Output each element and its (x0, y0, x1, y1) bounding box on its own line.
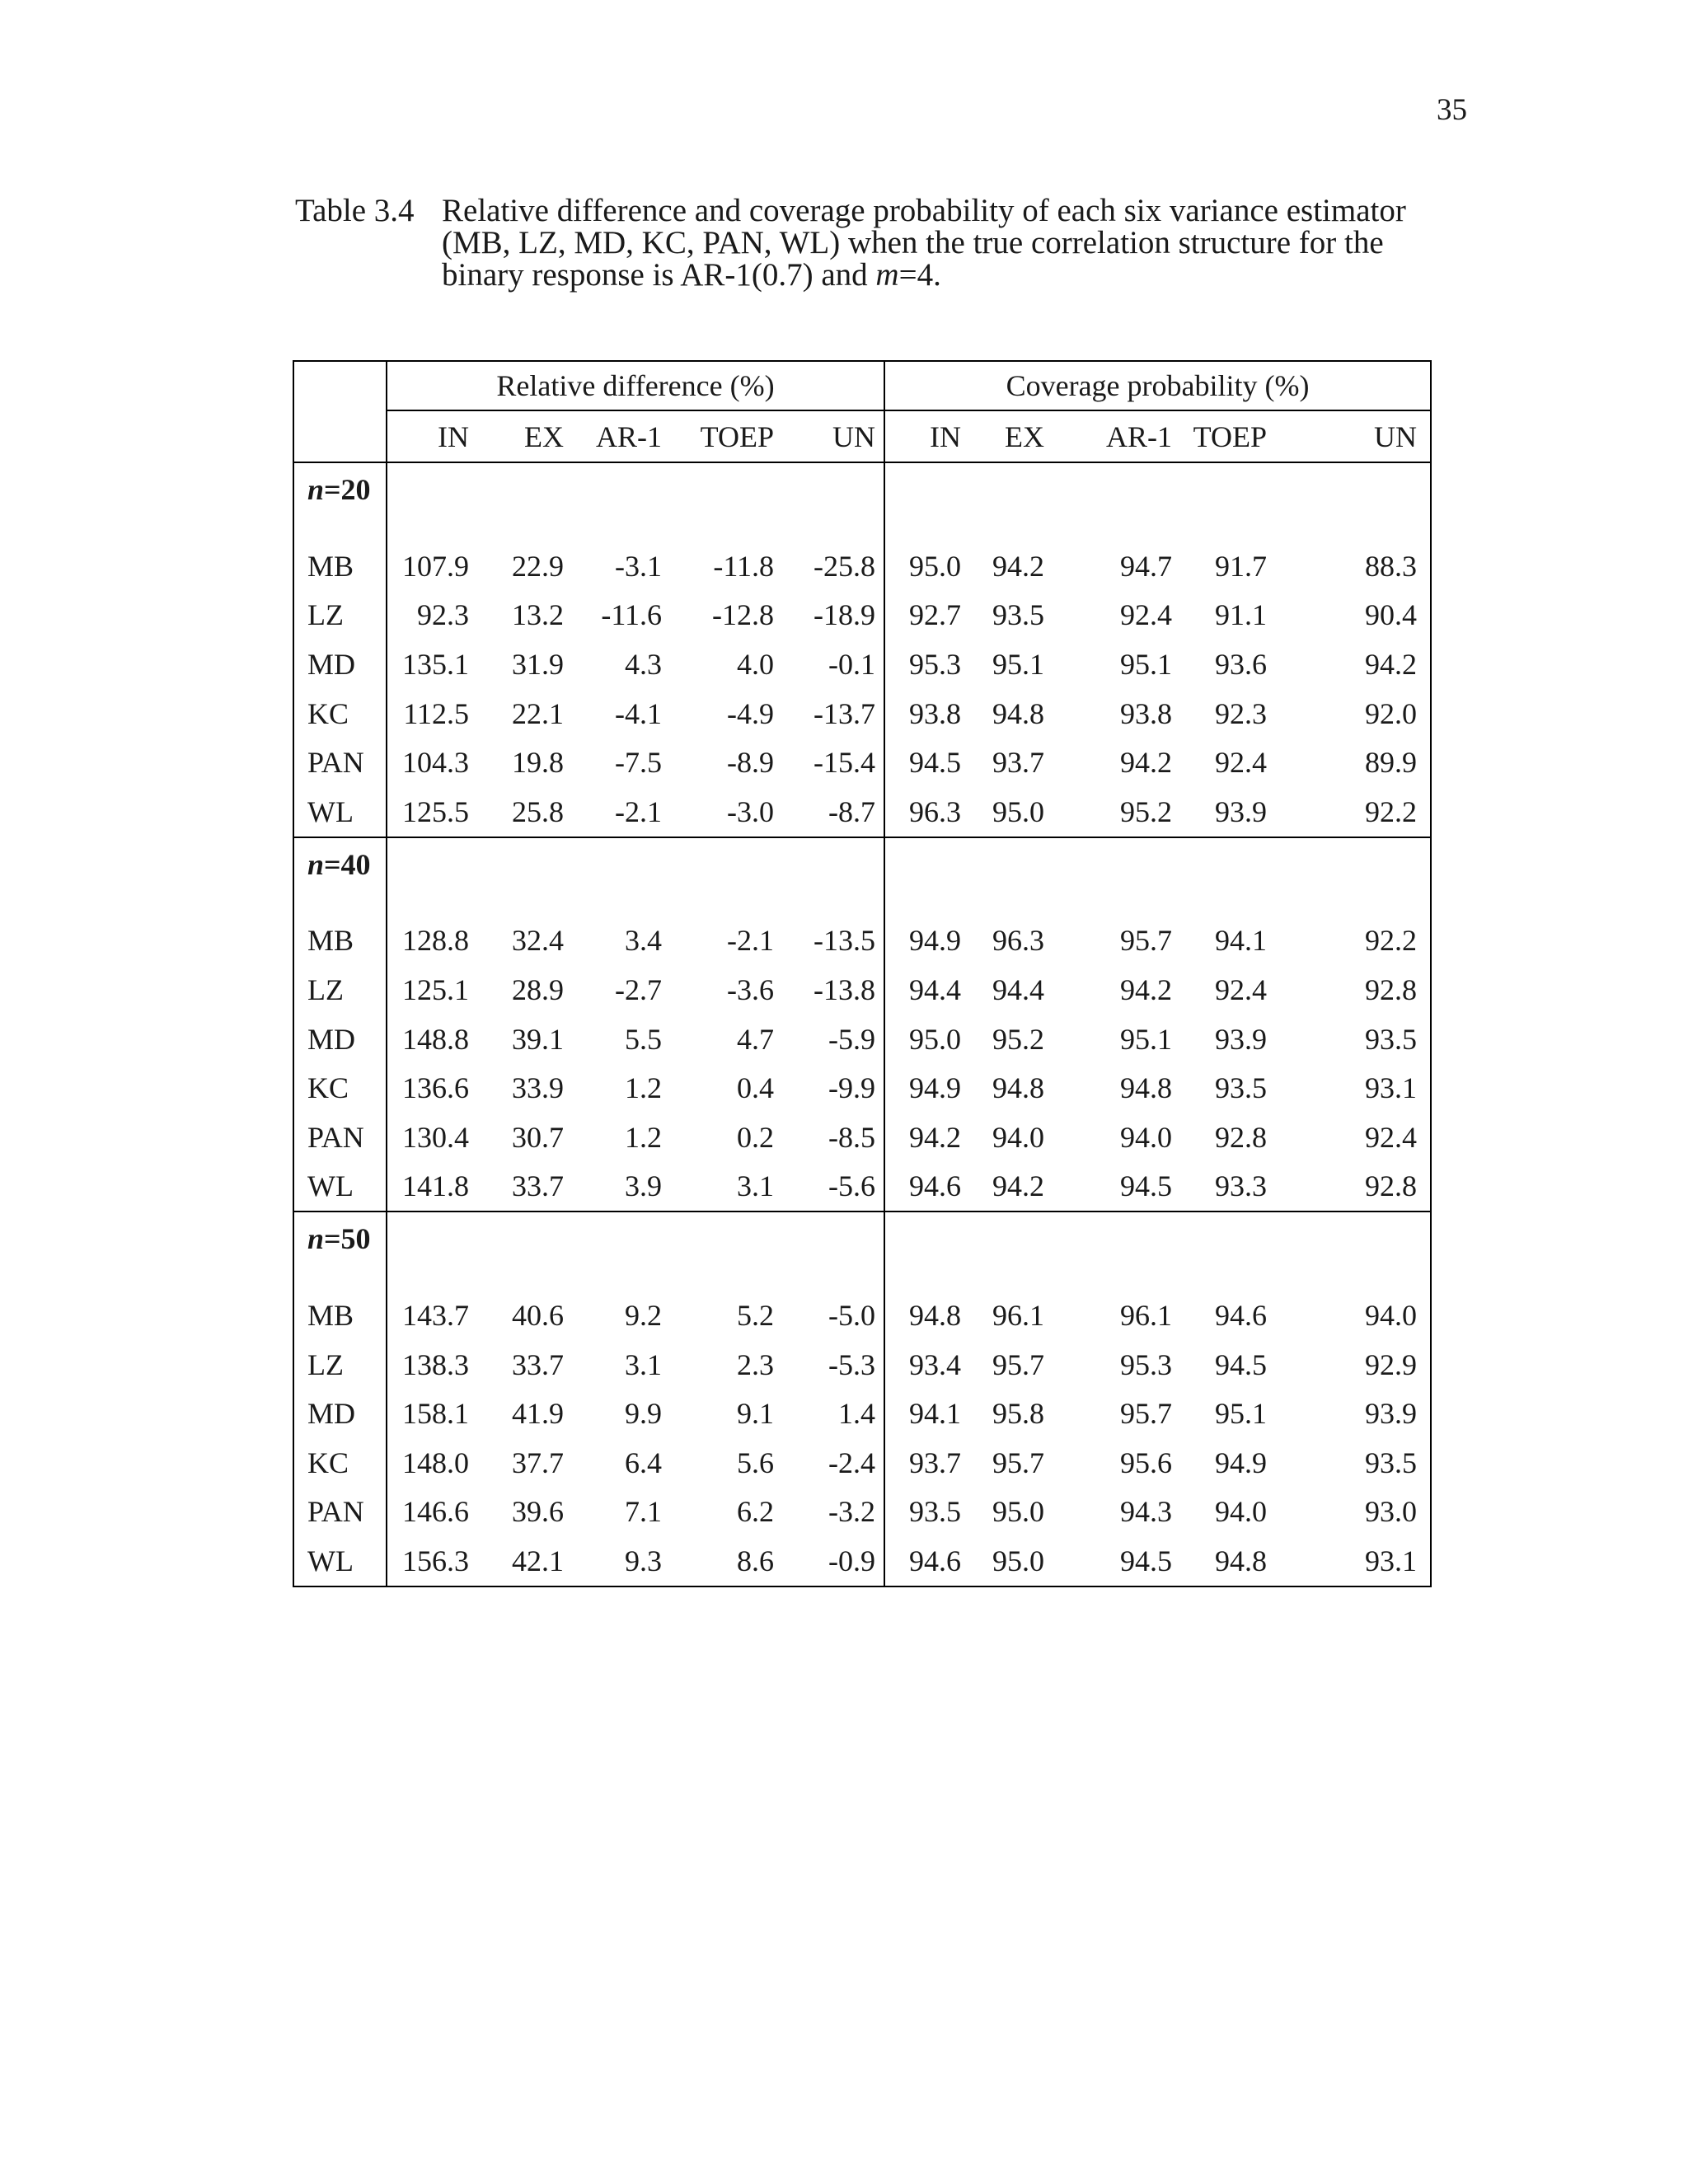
table-cell: 95.1 (992, 647, 1045, 681)
table-cell: 6.2 (737, 1495, 774, 1529)
table-cell: 141.8 (402, 1169, 469, 1203)
table-cell: -25.8 (785, 541, 884, 591)
table-cell: 9.9 (625, 1397, 662, 1431)
group-spacer-cell (387, 837, 471, 916)
table-cell: -0.9 (785, 1536, 884, 1586)
group-spacer-cell (969, 462, 1074, 541)
table-row (293, 787, 1431, 837)
group-spacer-cell (471, 462, 572, 541)
table-cell: 95.1 (1215, 1397, 1268, 1431)
table-cell: 94.5 (1074, 1536, 1189, 1586)
table-cell: 89.9 (1296, 738, 1431, 787)
table-cell: 39.6 (512, 1495, 564, 1529)
table-cell: 95.0 (909, 1022, 962, 1056)
table-cell: 39.1 (512, 1022, 564, 1056)
table-cell: 13.2 (512, 598, 564, 632)
table-cell: 6.4 (625, 1446, 662, 1479)
group-spacer-cell (387, 1212, 471, 1291)
table-cell: 1.4 (785, 1389, 884, 1438)
page-number: 35 (1437, 93, 1467, 127)
table-cell: -4.1 (615, 696, 662, 730)
table-cell: -3.1 (615, 549, 662, 583)
group-spacer-cell (471, 1212, 572, 1291)
table-cell: 22.1 (512, 696, 564, 730)
group-spacer-cell (572, 462, 680, 541)
table-row (293, 1438, 1431, 1488)
table-cell: -18.9 (785, 591, 884, 640)
group-spacer-cell (1189, 462, 1296, 541)
table-cell: 92.2 (1296, 916, 1431, 966)
table-cell: -2.1 (615, 794, 662, 828)
table-cell: 92.4 (1120, 598, 1173, 632)
table-cell: 146.6 (402, 1495, 469, 1529)
table-cell: 93.5 (992, 598, 1045, 632)
table-cell: 135.1 (402, 647, 469, 681)
table-cell: 4.0 (737, 647, 774, 681)
table-row (293, 1340, 1431, 1390)
table-cell: 112.5 (403, 696, 469, 730)
group-spacer-cell (680, 462, 785, 541)
row-label: KC (293, 689, 387, 738)
table-row (293, 916, 1431, 966)
table-cell: 128.8 (402, 924, 469, 958)
table-cell: 95.0 (969, 1536, 1074, 1586)
table-cell: 93.5 (909, 1495, 962, 1529)
group-spacer-cell (884, 837, 969, 916)
table-cell: 93.9 (1296, 1389, 1431, 1438)
table-cell: 32.4 (512, 924, 564, 958)
table-cell: 28.9 (512, 972, 564, 1006)
group-spacer-cell (471, 837, 572, 916)
table-row (293, 965, 1431, 1015)
table-cell: -11.6 (601, 598, 662, 632)
row-label: PAN (293, 738, 387, 787)
table-cell: -15.4 (785, 738, 884, 787)
table-cell: 94.4 (909, 972, 962, 1006)
column-header: IN (387, 410, 471, 462)
table-cell: -8.7 (785, 787, 884, 837)
table-cell: 94.7 (1120, 549, 1173, 583)
row-label: LZ (293, 1340, 387, 1390)
table-cell: 94.9 (909, 924, 962, 958)
table-cell: 94.9 (909, 1071, 962, 1105)
table-cell: -7.5 (615, 746, 662, 780)
table-cell: 94.2 (1296, 640, 1431, 689)
table-cell: -2.4 (785, 1438, 884, 1488)
table-cell: 93.5 (1296, 1438, 1431, 1488)
table-cell: 95.2 (992, 1022, 1045, 1056)
group-spacer-cell (1189, 837, 1296, 916)
row-label: MB (293, 541, 387, 591)
row-label: WL (293, 1162, 387, 1212)
group-spacer-cell (387, 462, 471, 541)
group-spacer-cell (1074, 837, 1189, 916)
table-cell: 95.7 (992, 1347, 1045, 1381)
table-cell: 93.1 (1296, 1063, 1431, 1113)
table-cell: 93.9 (1215, 1022, 1268, 1056)
table-cell: 94.6 (909, 1169, 962, 1203)
table-cell: 95.0 (992, 794, 1045, 828)
row-label: MB (293, 916, 387, 966)
table-cell: 95.7 (1120, 924, 1173, 958)
table-cell: 31.9 (512, 647, 564, 681)
group-spacer-cell (1296, 1212, 1431, 1291)
column-header: TOEP (680, 410, 785, 462)
table-cell: 5.5 (625, 1022, 662, 1056)
table-cell: 93.7 (909, 1446, 962, 1479)
table-cell: 95.1 (1120, 647, 1173, 681)
table-cell: 25.8 (512, 794, 564, 828)
table-cell: -5.3 (785, 1340, 884, 1390)
group-spacer-cell (572, 837, 680, 916)
table-cell: 94.0 (1296, 1291, 1431, 1340)
table-cell: 94.4 (992, 972, 1045, 1006)
table-cell: 93.6 (1215, 647, 1268, 681)
table-cell: 94.8 (992, 696, 1045, 730)
table-cell: 2.3 (737, 1347, 774, 1381)
table-cell: 92.4 (1296, 1113, 1431, 1162)
row-label: WL (293, 787, 387, 837)
group-spacer-cell (572, 1212, 680, 1291)
group-spacer-cell (969, 1212, 1074, 1291)
group-spacer-cell (1296, 837, 1431, 916)
row-label: MB (293, 1291, 387, 1340)
table-cell: -3.6 (727, 972, 774, 1006)
table-cell: 92.0 (1296, 689, 1431, 738)
table-cell: -13.5 (785, 916, 884, 966)
table-cell: 95.1 (1120, 1022, 1173, 1056)
table-cell: 94.6 (1215, 1298, 1268, 1332)
group-label (293, 1212, 387, 1291)
table-cell: 138.3 (402, 1347, 469, 1381)
group-spacer-cell (785, 837, 884, 916)
table-cell: 93.0 (1296, 1488, 1431, 1537)
table-cell: -0.1 (785, 640, 884, 689)
table-cell: 95.3 (1120, 1347, 1173, 1381)
table-cell: 8.6 (680, 1536, 785, 1586)
table-cell: 9.1 (737, 1397, 774, 1431)
table-cell: 148.8 (402, 1022, 469, 1056)
group-label-symbol: n (307, 1222, 325, 1256)
header-relative-difference: Relative difference (%) (387, 361, 884, 410)
row-label: KC (293, 1063, 387, 1113)
table-cell: 95.6 (1120, 1446, 1173, 1479)
table-row (293, 1015, 1431, 1064)
table-row (293, 1113, 1431, 1162)
column-header: EX (969, 410, 1074, 462)
table-cell: 104.3 (402, 746, 469, 780)
column-header: TOEP (1189, 410, 1296, 462)
table-cell: 19.8 (512, 746, 564, 780)
table-cell: 94.5 (909, 746, 962, 780)
group-spacer-cell (969, 837, 1074, 916)
table-cell: 4.7 (737, 1022, 774, 1056)
table-cell: 3.4 (625, 924, 662, 958)
table-cell: -5.0 (785, 1291, 884, 1340)
table-cell: 93.5 (1215, 1071, 1268, 1105)
table-cell: 94.2 (909, 1120, 962, 1154)
table-cell: 96.3 (909, 794, 962, 828)
table-cell: 3.1 (737, 1169, 774, 1203)
row-label: LZ (293, 591, 387, 640)
table-cell: 93.5 (1296, 1015, 1431, 1064)
table-cell: 125.5 (402, 794, 469, 828)
table-cell: -8.5 (785, 1113, 884, 1162)
table-cell: 93.9 (1215, 794, 1268, 828)
header-corner-lower (293, 410, 387, 462)
table-cell: 5.6 (737, 1446, 774, 1479)
table-cell: 94.2 (1120, 972, 1173, 1006)
table-row (293, 1488, 1431, 1537)
table-cell: 92.9 (1296, 1340, 1431, 1390)
table-cell: -3.2 (785, 1488, 884, 1537)
table-cell: 3.9 (625, 1169, 662, 1203)
results-table (293, 360, 1432, 1587)
table-row (293, 591, 1431, 640)
table-cell: 95.0 (909, 549, 962, 583)
table-cell: -3.0 (727, 794, 774, 828)
table-cell: 94.2 (1120, 746, 1173, 780)
table-cell: 88.3 (1296, 541, 1431, 591)
table-cell: 94.3 (1120, 1495, 1173, 1529)
table-cell: 107.9 (402, 549, 469, 583)
table-row (293, 1063, 1431, 1113)
table-cell: 30.7 (512, 1120, 564, 1154)
table-cell: -9.9 (785, 1063, 884, 1113)
table-cell: 125.1 (402, 972, 469, 1006)
table-cell: 92.8 (1296, 1162, 1431, 1212)
header-corner (293, 361, 387, 410)
table-row (293, 1536, 1431, 1586)
group-spacer-cell (884, 462, 969, 541)
table-cell: 92.2 (1296, 787, 1431, 837)
group-spacer-cell (1189, 1212, 1296, 1291)
table-cell: 33.7 (512, 1169, 564, 1203)
column-header: UN (1296, 410, 1431, 462)
table-cell: 93.1 (1296, 1536, 1431, 1586)
group-spacer-cell (1074, 462, 1189, 541)
table-cell: 41.9 (512, 1397, 564, 1431)
table-cell: 92.4 (1215, 746, 1268, 780)
table-cell: 94.1 (909, 1397, 962, 1431)
table-cell: 93.4 (909, 1347, 962, 1381)
column-header: EX (471, 410, 572, 462)
table-cell: 94.6 (884, 1536, 969, 1586)
table-cell: -2.1 (727, 924, 774, 958)
table-row (293, 738, 1431, 787)
column-header: IN (884, 410, 969, 462)
group-spacer-cell (1074, 1212, 1189, 1291)
table-cell: 130.4 (402, 1120, 469, 1154)
table-cell: -11.8 (713, 549, 774, 583)
table-cell: 96.1 (992, 1298, 1045, 1332)
column-header: UN (785, 410, 884, 462)
table-cell: -8.9 (727, 746, 774, 780)
table-cell: -13.8 (785, 965, 884, 1015)
table-cell: 1.2 (625, 1071, 662, 1105)
table-cell: -4.9 (727, 696, 774, 730)
table-cell: 1.2 (625, 1120, 662, 1154)
row-label: MD (293, 1389, 387, 1438)
table-cell: 92.8 (1215, 1120, 1268, 1154)
group-spacer-cell (785, 462, 884, 541)
group-label-value: =40 (324, 847, 371, 881)
table-cell: 92.3 (417, 598, 469, 632)
table-cell: 5.2 (737, 1298, 774, 1332)
group-spacer-cell (785, 1212, 884, 1291)
table-row (293, 640, 1431, 689)
table-cell: 143.7 (402, 1298, 469, 1332)
table-cell: 33.9 (512, 1071, 564, 1105)
group-spacer-cell (680, 837, 785, 916)
table-cell: 92.8 (1296, 965, 1431, 1015)
row-label: PAN (293, 1113, 387, 1162)
table-cell: 3.1 (625, 1347, 662, 1381)
table-cell: 91.1 (1215, 598, 1268, 632)
row-label: KC (293, 1438, 387, 1488)
table-cell: 94.9 (1215, 1446, 1268, 1479)
row-label: PAN (293, 1488, 387, 1537)
table-cell: 0.4 (737, 1071, 774, 1105)
table-cell: 94.1 (1215, 924, 1268, 958)
table-row (293, 1291, 1431, 1340)
table-cell: 92.4 (1215, 972, 1268, 1006)
table-caption-text: Relative difference and coverage probability of each six variance estimator (MB, LZ, MD, KC, PAN, WL) when the true correlation structure for the binary response is AR-1(0.7) and m=4. (442, 193, 1406, 293)
table-cell: 4.3 (625, 647, 662, 681)
table-cell: 95.7 (1120, 1397, 1173, 1431)
table-cell: 9.3 (572, 1536, 680, 1586)
table-cell: 94.0 (992, 1120, 1045, 1154)
table-cell: 22.9 (512, 549, 564, 583)
row-label: MD (293, 1015, 387, 1064)
group-label-symbol: n (307, 473, 325, 506)
table-cell: 42.1 (471, 1536, 572, 1586)
table-cell: 7.1 (625, 1495, 662, 1529)
table-row (293, 1162, 1431, 1212)
table-cell: 37.7 (512, 1446, 564, 1479)
table-cell: 93.3 (1215, 1169, 1268, 1203)
table-row (293, 689, 1431, 738)
group-label (293, 837, 387, 916)
table-cell: 95.8 (992, 1397, 1045, 1431)
table-cell: 94.8 (992, 1071, 1045, 1105)
table-cell: 40.6 (512, 1298, 564, 1332)
group-spacer-cell (680, 1212, 785, 1291)
group-label-symbol: n (307, 847, 325, 881)
group-label-value: =20 (324, 473, 371, 506)
table-cell: 94.2 (992, 1169, 1045, 1203)
table-cell: 94.5 (1215, 1347, 1268, 1381)
table-cell: 94.8 (1120, 1071, 1173, 1105)
row-label: LZ (293, 965, 387, 1015)
table-cell: 156.3 (387, 1536, 471, 1586)
table-cell: 94.5 (1120, 1169, 1173, 1203)
table-cell: 94.2 (992, 549, 1045, 583)
table-cell: 33.7 (512, 1347, 564, 1381)
group-spacer-cell (884, 1212, 969, 1291)
table-cell: -5.6 (785, 1162, 884, 1212)
table-cell: 96.1 (1120, 1298, 1173, 1332)
row-label: WL (293, 1536, 387, 1586)
table-cell: -13.7 (785, 689, 884, 738)
table-cell: -12.8 (712, 598, 774, 632)
table-cell: -2.7 (615, 972, 662, 1006)
table-cell: 136.6 (402, 1071, 469, 1105)
table-cell: 90.4 (1296, 591, 1431, 640)
table-cell: 0.2 (737, 1120, 774, 1154)
table-cell: 93.7 (992, 746, 1045, 780)
row-label: MD (293, 640, 387, 689)
table-cell: 94.0 (1120, 1120, 1173, 1154)
table-cell: 92.3 (1215, 696, 1268, 730)
table-cell: 95.3 (909, 647, 962, 681)
table-cell: 94.8 (1189, 1536, 1296, 1586)
table-caption-label: Table 3.4 (295, 193, 415, 228)
table-cell: 95.2 (1120, 794, 1173, 828)
table-cell: 96.3 (992, 924, 1045, 958)
table-row (293, 541, 1431, 591)
table-cell: 95.0 (992, 1495, 1045, 1529)
column-header: AR-1 (572, 410, 680, 462)
table-cell: 158.1 (402, 1397, 469, 1431)
header-coverage-probability: Coverage probability (%) (884, 361, 1431, 410)
group-spacer-cell (1296, 462, 1431, 541)
table-cell: 95.7 (992, 1446, 1045, 1479)
table-cell: 148.0 (402, 1446, 469, 1479)
table-cell: 94.8 (909, 1298, 962, 1332)
table-cell: 9.2 (625, 1298, 662, 1332)
table-cell: -5.9 (785, 1015, 884, 1064)
group-label-value: =50 (324, 1222, 371, 1256)
table-cell: 91.7 (1215, 549, 1268, 583)
table-cell: 93.8 (1120, 696, 1173, 730)
table-row (293, 1389, 1431, 1438)
column-header: AR-1 (1074, 410, 1189, 462)
table-cell: 93.8 (909, 696, 962, 730)
group-label (293, 462, 387, 541)
table-cell: 94.0 (1215, 1495, 1268, 1529)
table-cell: 92.7 (909, 598, 962, 632)
